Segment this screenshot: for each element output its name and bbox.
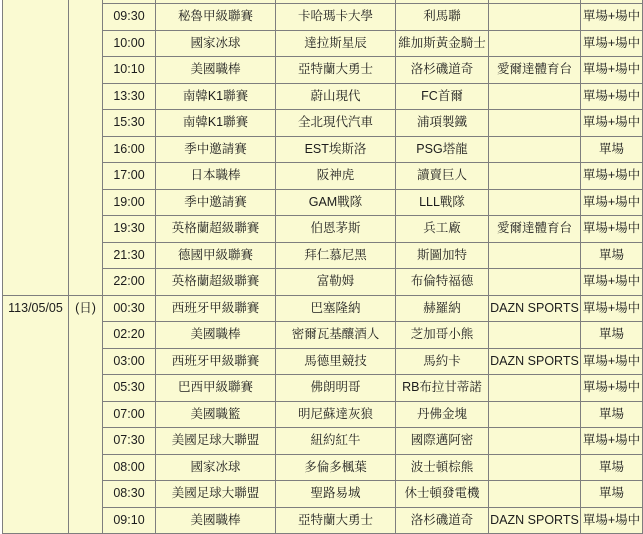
type-cell: 單場: [581, 136, 643, 163]
home-cell: 馬德里競技: [276, 348, 396, 375]
away-cell: 讀賣巨人: [396, 163, 489, 190]
broadcaster-cell: [489, 30, 581, 57]
date-cell: [3, 0, 69, 295]
time-cell: 08:30: [103, 481, 156, 508]
broadcaster-cell: [489, 189, 581, 216]
broadcaster-cell: [489, 83, 581, 110]
time-cell: 07:30: [103, 428, 156, 455]
type-cell: 單場: [581, 242, 643, 269]
type-cell: 單場: [581, 401, 643, 428]
broadcaster-cell: [489, 269, 581, 296]
away-cell: 馬約卡: [396, 348, 489, 375]
away-cell: 國際邁阿密: [396, 428, 489, 455]
league-cell: 季中邀請賽: [156, 136, 276, 163]
away-cell: 波士頓棕熊: [396, 454, 489, 481]
league-cell: 德國甲級聯賽: [156, 242, 276, 269]
away-cell: 斯圖加特: [396, 242, 489, 269]
league-cell: 南韓K1聯賽: [156, 83, 276, 110]
away-cell: RB布拉甘蒂諾: [396, 375, 489, 402]
home-cell: 明尼蘇達灰狼: [276, 401, 396, 428]
league-cell: 英格蘭超級聯賽: [156, 269, 276, 296]
broadcaster-cell: [489, 322, 581, 349]
away-cell: 維加斯黃金騎士: [396, 30, 489, 57]
schedule-table-body: [3, 0, 643, 534]
league-cell: 日本職棒: [156, 163, 276, 190]
league-cell: 南韓K1聯賽: [156, 110, 276, 137]
broadcaster-cell: [489, 428, 581, 455]
league-cell: 秘魯甲級聯賽: [156, 4, 276, 31]
away-cell: 利馬聯: [396, 4, 489, 31]
away-cell: 兵工廠: [396, 216, 489, 243]
away-cell: 芝加哥小熊: [396, 322, 489, 349]
time-cell: 22:00: [103, 269, 156, 296]
type-cell: 單場+場中: [581, 295, 643, 322]
type-cell: 單場: [581, 481, 643, 508]
broadcaster-cell: [489, 401, 581, 428]
league-cell: 國家冰球: [156, 454, 276, 481]
time-cell: 07:00: [103, 401, 156, 428]
away-cell: 丹佛金塊: [396, 401, 489, 428]
type-cell: 單場+場中: [581, 83, 643, 110]
home-cell: 全北現代汽車: [276, 110, 396, 137]
broadcaster-cell: DAZN SPORTS: [489, 295, 581, 322]
type-cell: 單場+場中: [581, 269, 643, 296]
home-cell: 紐約紅牛: [276, 428, 396, 455]
type-cell: 單場+場中: [581, 428, 643, 455]
away-cell: 布倫特福德: [396, 269, 489, 296]
type-cell: 單場+場中: [581, 4, 643, 31]
type-cell: 單場+場中: [581, 507, 643, 534]
away-cell: PSG塔龍: [396, 136, 489, 163]
broadcaster-cell: [489, 481, 581, 508]
time-cell: 08:00: [103, 454, 156, 481]
league-cell: 巴西甲級聯賽: [156, 375, 276, 402]
time-cell: 03:00: [103, 348, 156, 375]
home-cell: 聖路易城: [276, 481, 396, 508]
home-cell: 蔚山現代: [276, 83, 396, 110]
broadcaster-cell: [489, 136, 581, 163]
broadcaster-cell: 愛爾達體育台: [489, 57, 581, 84]
home-cell: 卡哈瑪卡大學: [276, 4, 396, 31]
broadcaster-cell: [489, 454, 581, 481]
away-cell: 赫羅納: [396, 295, 489, 322]
type-cell: 單場: [581, 454, 643, 481]
date-cell: 113/05/05: [3, 295, 69, 534]
away-cell: 休士頓發電機: [396, 481, 489, 508]
time-cell: 02:20: [103, 322, 156, 349]
broadcaster-cell: [489, 375, 581, 402]
time-cell: 17:00: [103, 163, 156, 190]
home-cell: 伯恩茅斯: [276, 216, 396, 243]
time-cell: 10:00: [103, 30, 156, 57]
time-cell: 09:30: [103, 4, 156, 31]
league-cell: 英格蘭超級聯賽: [156, 216, 276, 243]
type-cell: 單場+場中: [581, 110, 643, 137]
type-cell: 單場+場中: [581, 216, 643, 243]
time-cell: 21:30: [103, 242, 156, 269]
type-cell: 單場+場中: [581, 163, 643, 190]
time-cell: 00:30: [103, 295, 156, 322]
home-cell: 達拉斯星辰: [276, 30, 396, 57]
away-cell: FC首爾: [396, 83, 489, 110]
league-cell: 美國職籃: [156, 401, 276, 428]
time-cell: 19:30: [103, 216, 156, 243]
home-cell: 亞特蘭大勇士: [276, 507, 396, 534]
league-cell: 西班牙甲級聯賽: [156, 295, 276, 322]
league-cell: 美國職棒: [156, 322, 276, 349]
home-cell: 佛朗明哥: [276, 375, 396, 402]
broadcaster-cell: [489, 242, 581, 269]
home-cell: 多倫多楓葉: [276, 454, 396, 481]
type-cell: 單場: [581, 322, 643, 349]
type-cell: 單場+場中: [581, 348, 643, 375]
type-cell: 單場+場中: [581, 30, 643, 57]
time-cell: 19:00: [103, 189, 156, 216]
home-cell: GAM戰隊: [276, 189, 396, 216]
sports-schedule-table: [2, 0, 643, 534]
broadcaster-cell: [489, 110, 581, 137]
day-cell: [69, 0, 103, 295]
league-cell: 美國職棒: [156, 57, 276, 84]
type-cell: 單場+場中: [581, 189, 643, 216]
league-cell: 季中邀請賽: [156, 189, 276, 216]
league-cell: 國家冰球: [156, 30, 276, 57]
league-cell: 西班牙甲級聯賽: [156, 348, 276, 375]
time-cell: 09:10: [103, 507, 156, 534]
home-cell: EST埃斯洛: [276, 136, 396, 163]
league-cell: 美國足球大聯盟: [156, 481, 276, 508]
away-cell: 洛杉磯道奇: [396, 507, 489, 534]
broadcaster-cell: [489, 163, 581, 190]
time-cell: 13:30: [103, 83, 156, 110]
broadcaster-cell: 愛爾達體育台: [489, 216, 581, 243]
table-row: [3, 295, 643, 322]
time-cell: 16:00: [103, 136, 156, 163]
away-cell: 浦項製鐵: [396, 110, 489, 137]
home-cell: 拜仁慕尼黑: [276, 242, 396, 269]
time-cell: 05:30: [103, 375, 156, 402]
home-cell: 阪神虎: [276, 163, 396, 190]
league-cell: 美國職棒: [156, 507, 276, 534]
home-cell: 巴塞隆納: [276, 295, 396, 322]
broadcaster-cell: DAZN SPORTS: [489, 348, 581, 375]
home-cell: 亞特蘭大勇士: [276, 57, 396, 84]
day-cell: (日): [69, 295, 103, 534]
type-cell: 單場+場中: [581, 375, 643, 402]
time-cell: 10:10: [103, 57, 156, 84]
home-cell: 密爾瓦基釀酒人: [276, 322, 396, 349]
home-cell: 富勒姆: [276, 269, 396, 296]
type-cell: 單場+場中: [581, 57, 643, 84]
broadcaster-cell: [489, 4, 581, 31]
away-cell: LLL戰隊: [396, 189, 489, 216]
away-cell: 洛杉磯道奇: [396, 57, 489, 84]
league-cell: 美國足球大聯盟: [156, 428, 276, 455]
time-cell: 15:30: [103, 110, 156, 137]
broadcaster-cell: DAZN SPORTS: [489, 507, 581, 534]
